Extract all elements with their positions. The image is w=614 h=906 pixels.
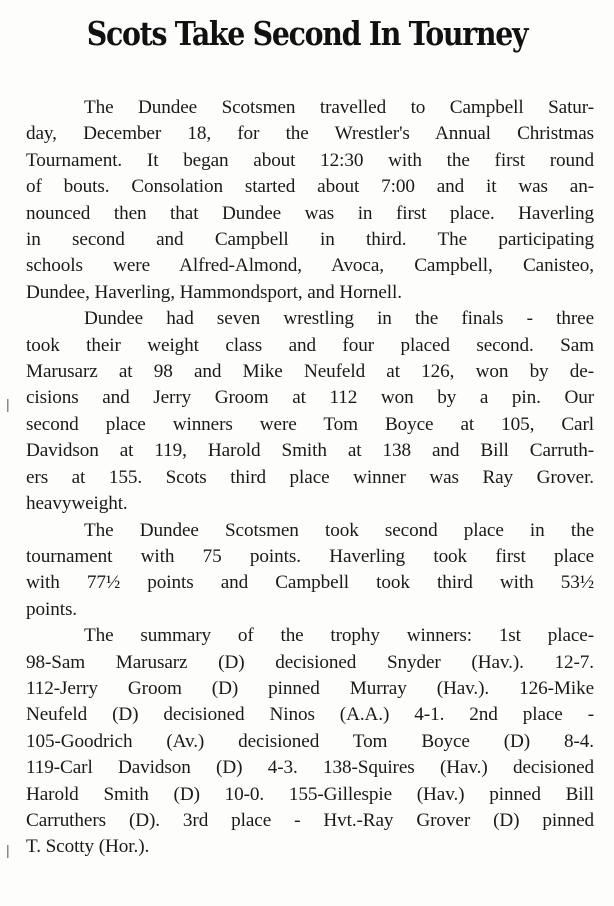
article-line: second place winners were Tom Boyce at 105, Carl: [26, 413, 594, 435]
headline: Scots Take Second In Tourney: [86, 14, 528, 53]
article-line: The Dundee Scotsmen travelled to Campbell Satur-: [84, 97, 594, 118]
margin-tick-mark: |: [6, 842, 10, 858]
article-line: 112-Jerry Groom (D) pinned Murray (Hav.). 126-Mike: [26, 677, 594, 699]
margin-tick-mark: |: [6, 396, 10, 412]
article-line: tournament with 75 points. Haverling took first place: [26, 545, 594, 567]
article-line: Carruthers (D). 3rd place - Hvt.-Ray Grover (D) pinned: [26, 809, 594, 831]
article-line: T. Scotty (Hor.).: [26, 836, 150, 858]
article-line: points.: [26, 598, 78, 620]
article-line: Marusarz at 98 and Mike Neufeld at 126, won by de-: [26, 361, 594, 383]
article-line: took their weight class and four placed second. Sam: [26, 334, 594, 356]
paragraph-4: [26, 623, 594, 861]
article-line: Davidson at 119, Harold Smith at 138 and Bill Carruth-: [26, 440, 594, 462]
article-line: cisions and Jerry Groom at 112 won by a pin. Our: [26, 387, 594, 409]
paragraph-3: [26, 518, 594, 624]
article-line: Dundee had seven wrestling in the finals - three: [84, 308, 594, 330]
article-line: in second and Campbell in third. The participating: [26, 229, 594, 251]
article-line: schools were Alfred-Almond, Avoca, Campbell, Canisteo,: [26, 255, 594, 277]
article-line: 105-Goodrich (Av.) decisioned Tom Boyce (D) 8-4.: [26, 730, 594, 752]
article-line: heavyweight.: [26, 493, 128, 515]
article-line: nounced then that Dundee was in first place. Haverling: [26, 202, 594, 224]
paragraph-1: [26, 95, 594, 306]
article-line: Dundee, Haverling, Hammondsport, and Hornell.: [26, 281, 402, 303]
article-line: The Dundee Scotsmen took second place in the: [84, 519, 594, 541]
article-line: of bouts. Consolation started about 7:00 and it was an-: [26, 176, 594, 198]
paragraph-2: [26, 306, 594, 517]
article-body: [26, 95, 594, 861]
article-line: The summary of the trophy winners: 1st place-: [84, 625, 594, 647]
article-line: ers at 155. Scots third place winner was Ray Grover.: [26, 466, 594, 488]
article-line: 119-Carl Davidson (D) 4-3. 138-Squires (Hav.) decisioned: [26, 757, 594, 779]
article-line: with 77½ points and Campbell took third with 53½: [26, 572, 594, 594]
article-line: day, December 18, for the Wrestler's Annual Christmas: [26, 123, 594, 145]
article-line: Tournament. It began about 12:30 with the first round: [26, 149, 594, 171]
article-line: Harold Smith (D) 10-0. 155-Gillespie (Hav.) pinned Bill: [26, 783, 594, 805]
article-line: 98-Sam Marusarz (D) decisioned Snyder (Hav.). 12-7.: [26, 651, 594, 673]
article-line: Neufeld (D) decisioned Ninos (A.A.) 4-1. 2nd place -: [26, 704, 594, 726]
